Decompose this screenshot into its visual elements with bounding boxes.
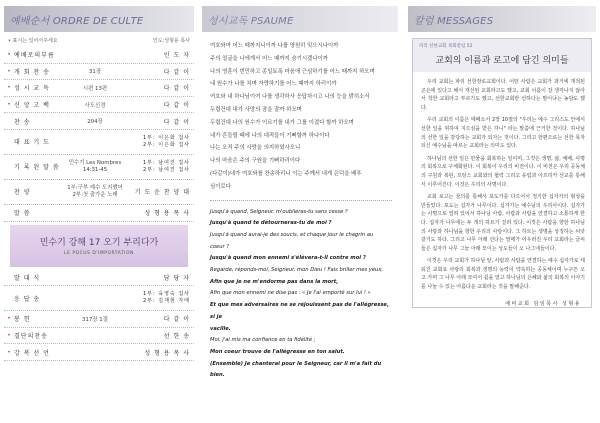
detail-line: 2부:첫 출가운 노래 — [72, 191, 118, 198]
psalm-korean-line: 나의 영혼이 번민하고 종일토록 마음에 근심하기를 어느 때까지 하오며 — [210, 68, 375, 75]
order-item-detail: 317장 1절 — [82, 316, 108, 323]
order-row — [4, 113, 194, 130]
psalm-korean-line: 두렵건대 내가 사망의 잠을 잘까 하오며 — [210, 106, 302, 113]
psalm-column — [202, 6, 398, 417]
order-item-name: 찬 양 — [14, 189, 31, 197]
order-row — [4, 80, 194, 97]
message-paragraph: 하나님의 선한 일은 만물을 회복하는 일이며, 그것은 생명, 삶, 예배, 사명의 회복으로 구체화된다. 이 회복이 우리의 비전이다. 이 비전은 우리 공동체의 구원과 복된, 프랑스 교회와의 협력 그리고 유럽과 아프리카 선교를 통해서 이루어진다. 이것은 우리의 사명이다. — [421, 155, 585, 188]
order-row — [4, 97, 194, 114]
psalm-french-line: Afin que je ne m'endorme pas dans la mort, — [210, 278, 339, 285]
order-row — [4, 344, 194, 361]
psalm-french-line: Regarde, réponds-moi, Seigneur, mon Dieu ! Fais briller mes yeux, — [210, 267, 384, 274]
psalm-korean-line: (다같이)내가 여호와를 찬송하리니 이는 주께서 내게 은덕을 베푸 — [210, 170, 362, 177]
order-item-leader: 다 같 이 — [163, 316, 190, 324]
bullet-mark: • — [7, 332, 11, 340]
message-body — [413, 72, 591, 292]
message-header: 칼럼 MESSAGES — [408, 6, 596, 32]
order-item-name: 개 회 찬 송 — [14, 68, 50, 76]
message-column — [408, 6, 596, 417]
psalm-french-line: Moi, j'ai mis ma confiance en ta fidélité ; — [210, 337, 316, 344]
leader-line: 2부: 김재현 자매 — [142, 298, 190, 305]
leader-line: 2부: 이은화 집사 — [142, 141, 190, 148]
order-item-name: 기 록 된 말 씀 — [14, 164, 60, 172]
order-top-line — [4, 32, 194, 47]
leader-line: 2부: 남여진 집사 — [142, 166, 190, 173]
psalm-french-line: Jusqu'à quand aurai-je des soucis, et chaque jour le chagrin au — [210, 231, 374, 238]
order-item-leader — [128, 135, 194, 149]
psalm-korean-line: 나는 오직 주의 사랑을 의지하였사오니 — [210, 145, 301, 152]
message-signature: 예비교회 담임목사 성형용 — [505, 300, 581, 307]
order-row — [4, 311, 194, 328]
leader-note: 인도:성형용 목사 — [152, 38, 190, 44]
leader-line: 1부: 남여진 집사 — [142, 159, 190, 166]
order-item-detail: 31장 — [88, 69, 102, 76]
psalm-header: 성시교독 PSAUME — [202, 6, 398, 32]
order-row — [4, 286, 194, 311]
psalm-french-line: bien. — [210, 372, 225, 379]
order-item-name: 봉 헌 — [14, 316, 31, 324]
order-item-name: 예배로의부름 — [14, 52, 55, 60]
psalm-korean-line: 두렵건대 나의 원수가 이르기를 내가 그를 이겼다 할까 하오며 — [210, 119, 354, 126]
psalm-french-line: Jusqu'à quand, Seigneur, m'oublieras-tu sans cesse ? — [210, 208, 348, 215]
stand-note: • 표시는 일어서주세요 — [8, 38, 58, 44]
order-item-leader — [128, 291, 194, 305]
message-series-label: 파리 선한교회 목회칼럼 52 — [419, 44, 473, 49]
order-row — [4, 130, 194, 155]
message-paragraph: 이것은 우리 교회가 하나님 앞, 사람과 사람을 연결하는 예수 십자가로 세워진 교회요 사랑의 회복과 생명의 능력이 약속하는 공동체이며 누구든 오고 가며 그 나무 아래 모여서 쉼을 얻고 하나님의 은혜와 삶의 회복의 이야기를 나눌 수 있는 아름다운 교회라는 것을 말해준다. — [421, 258, 585, 291]
bullet-mark: • — [7, 348, 11, 356]
order-row — [4, 155, 194, 180]
bullet-mark: • — [7, 67, 11, 75]
order-item-leader: 담 당 자 — [163, 274, 190, 282]
order-item-name: 응 답 송 — [14, 295, 41, 303]
psalm-korean-line: 내가 흔들릴 때에 나의 대적들이 기뻐할까 하나이다 — [210, 132, 330, 139]
order-item-name: 신 앙 고 백 — [14, 102, 50, 110]
order-item-leader: 인 도 자 — [163, 52, 190, 60]
order-item-name: 결단의찬송 — [14, 333, 48, 341]
psalm-french-line: Afin que mon ennemi ne dise pas : « Je l'ai emporté sur lui ! » — [210, 290, 371, 297]
order-item-name: 찬 송 — [14, 118, 31, 126]
order-item-name: 강 복 선 언 — [14, 349, 50, 357]
message-box — [412, 38, 592, 308]
order-item-leader — [128, 160, 194, 174]
detail-line: 14:31-45 — [82, 166, 108, 173]
order-item-detail — [62, 185, 128, 199]
sermon-subtitle: LE POCUS D'IMPORTATION — [64, 251, 134, 257]
order-list — [4, 47, 194, 222]
psalm-french — [202, 201, 398, 383]
bullet-mark: • — [7, 51, 11, 59]
psalm-korean-line: 주의 얼굴을 나에게서 어느 때까지 숨기시겠나이까 — [210, 55, 328, 62]
order-row — [4, 47, 194, 64]
order-item-detail: 사도신경 — [84, 102, 106, 109]
leader-line: 1부: 육영숙 집사 — [142, 291, 190, 298]
psalm-french-line: Jusqu'à quand te détourneras-tu de moi ? — [210, 220, 332, 227]
order-item-name: 말 씀 — [14, 210, 31, 218]
psalm-korean-line: 여호와여 어느 때까지니이까 나를 영원히 잊으시나이까 — [210, 43, 339, 49]
psalm-french-line: Jusqu'à quand mon ennemi s'élèvera-t-il contre moi ? — [210, 255, 366, 262]
order-header: 예배순서 ORDRE DE CULTE — [4, 6, 194, 32]
order-item-leader: 성 형 용 목 사 — [144, 210, 190, 218]
psalm-korean-line: 심이로다 — [210, 183, 231, 190]
order-item-leader: 다 같 이 — [163, 118, 190, 126]
order-item-leader: 성 형 용 목 사 — [144, 349, 190, 357]
order-item-leader: 다 같 이 — [163, 102, 190, 110]
psalm-french-line: coeur ? — [210, 243, 230, 250]
psalm-korean-line: 여호와 내 하나님이여 나를 생각하사 응답하시고 나의 눈을 밝히소서 — [210, 94, 370, 101]
message-paragraph: 우리 교회는 파리 선한장로교회이다. 어떤 사람은 교회가 과거에 개척된 곤은에 있다고 해서 개선된 교회라고도 했고, 교회 이름이 잘 생각나지 않아서 착한 교회라고 부르기도 했고, 선한교회란 선하다는 말이냐는 농담도 했다. — [421, 79, 585, 111]
order-item-detail: 시편 13편 — [82, 85, 108, 92]
order-list-after-sermon — [4, 270, 194, 361]
detail-line: 1부:구부 예수 도지했어 — [67, 184, 123, 191]
psalm-korean — [202, 32, 398, 194]
order-item-detail: 204장 — [87, 119, 103, 126]
bullet-mark: • — [7, 84, 11, 92]
psalm-french-line: (Ensemble) Je chanterai pour le Seigneur, car il m'a fait du — [210, 360, 382, 367]
sermon-box — [10, 225, 188, 267]
message-title: 교회의 이름과 로고에 담긴 의미들 — [435, 56, 569, 66]
order-item-detail — [62, 160, 128, 174]
message-paragraph: 교회 로고는 꿈의를 통해서 포도가를 다으어서 정기한 십자가의 형상을 만들었다. 포도는 십자가 나무이다. 십자가는 예수님의 우리사이다. 십자가는 사명으로 열려 있어서 하나님 사람, 사람과 사람을 연결하고 소통하게 한다. 십자가 나무에는 두 개의 하트가 걸려 있다. 이것은 사람을 향한 하나님의 사랑과 하나님을 향한 우리의 사랑이다. 그 하트는 생명을 상징하는 씨앗 같기도 하다. 그리고 나무 아래 선다는 열매가 어우러진 우리 교회라는 글씨들은 십자가 나무 그늘 아래 모이는 성도들이 오 나그네들이다. — [421, 194, 585, 252]
sermon-title: 민수기 강해 17 오기 부리다가 — [39, 238, 159, 249]
psalm-korean-line: 내 원수가 나를 치며 자랑하기를 어느 때까지 하리이까 — [210, 81, 337, 88]
order-item-name: 성 시 교 독 — [14, 85, 50, 93]
psalm-french-line: Mon coeur trouve de l'allégresse en ton salut. — [210, 349, 345, 355]
order-item-name: 대 표 기 도 — [14, 139, 50, 147]
order-item-leader: 기 도 운 찬 양 대 — [134, 189, 190, 197]
order-row — [4, 180, 194, 205]
psalm-korean-line: 나의 마음은 주의 구원을 기뻐하리이다 — [210, 158, 301, 165]
order-column — [4, 6, 194, 417]
message-head — [413, 39, 591, 72]
psalm-french-line: Et que mes adversaires ne se réjouissent pas de l'allégresse, si je — [210, 302, 389, 320]
detail-line: 민수기 Les Nombres — [68, 159, 122, 166]
order-item-leader: 다 같 이 — [163, 68, 190, 76]
order-item-leader: 선 한 송 — [163, 333, 190, 341]
order-row — [4, 64, 194, 81]
order-item-name: 발 대 식 — [14, 274, 41, 282]
order-row — [4, 205, 194, 222]
order-row — [4, 328, 194, 345]
psalm-french-line: vacille. — [210, 325, 231, 332]
order-row — [4, 270, 194, 287]
bullet-mark: • — [7, 315, 11, 323]
order-item-leader: 다 같 이 — [163, 85, 190, 93]
leader-line: 1부: 이은화 집사 — [142, 134, 190, 141]
message-paragraph: 우리 교회의 이름은 에베소서 2장 10절의 "우리는 예수 그리스도 안에서 선한 일을 위하여 지으심을 받은 자니" 라는 말씀에 근거한 것이다. 하나님의 선한 일을 감당하는 교회가 되자는 것이다. 그리고 한편으로는 선한 목자 되신 예수님을 따르는 교회라는 의미도 있다. — [421, 117, 585, 150]
bullet-mark: • — [7, 101, 11, 109]
